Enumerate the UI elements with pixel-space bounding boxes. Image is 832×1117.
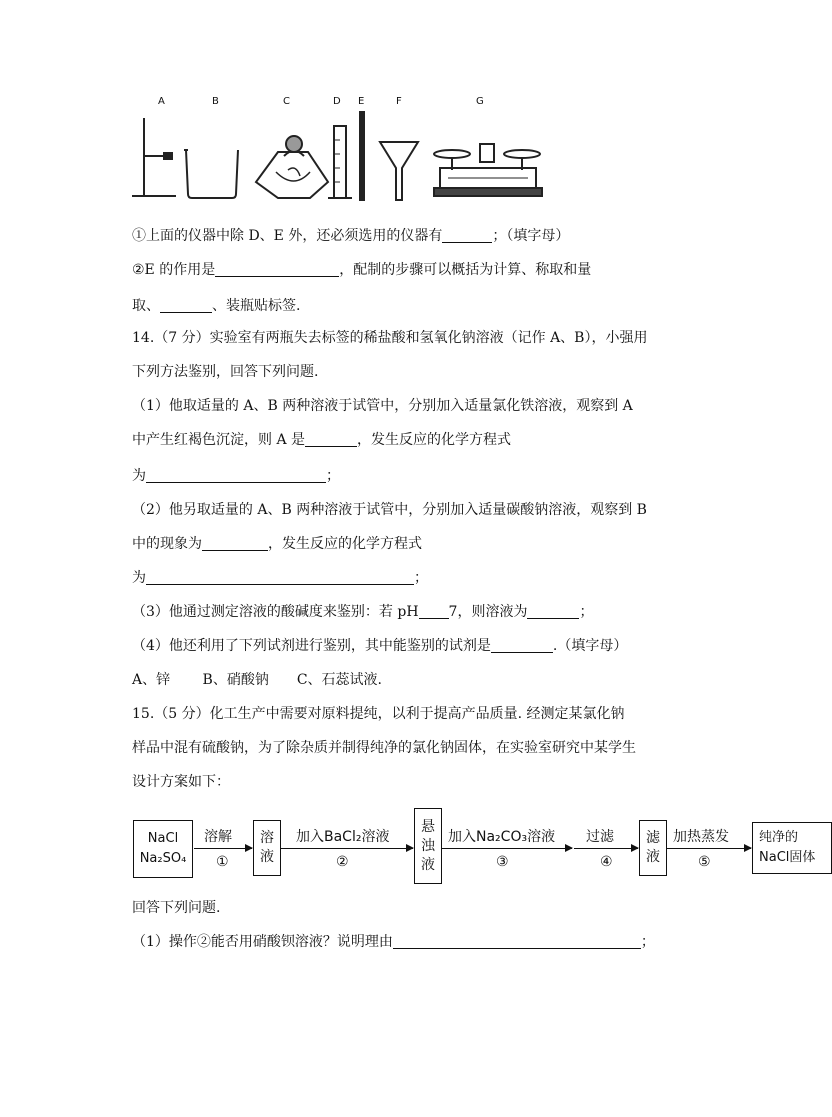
label-d: D — [333, 96, 341, 107]
q14-p2-line1: （2）他另取适量的 A、B 两种溶液于试管中，分别加入适量碳酸钠溶液，观察到 B — [132, 502, 647, 518]
q14-p2-line2: 中的现象为 ，发生反应的化学方程式 — [132, 536, 422, 552]
apparatus-figure — [128, 110, 568, 220]
process-flow-diagram — [128, 808, 816, 888]
funnel-icon — [380, 142, 418, 200]
q13-line3: 取、 、装瓶贴标签. — [132, 298, 301, 314]
step4-number: ④ — [600, 854, 613, 870]
glass-rod-icon — [360, 112, 364, 200]
step5-label: 加热蒸发 — [673, 829, 729, 845]
flow-box-suspension: 悬浊液 — [414, 808, 442, 884]
q15-intro1: 15.（5 分）化工生产中需要对原料提纯，以利于提高产品质量. 经测定某氯化钠 — [132, 706, 625, 722]
q14-intro1: 14.（7 分）实验室有两瓶失去标签的稀盐酸和氢氧化钠溶液（记作 A、B），小强用 — [132, 330, 648, 346]
label-a: A — [158, 96, 165, 107]
q13-line2: ②E 的作用是 ，配制的步骤可以概括为计算、称取和量 — [132, 262, 592, 278]
arrow-3 — [442, 848, 572, 849]
answer-blank[interactable] — [393, 933, 641, 949]
flow-box-sample: NaCl Na₂SO₄ — [133, 820, 193, 878]
step2-label: 加入BaCl₂溶液 — [296, 829, 390, 845]
arrow-1 — [194, 848, 252, 849]
label-b: B — [212, 96, 219, 107]
balance-icon — [434, 144, 542, 196]
q14-p1-line2: 中产生红褐色沉淀，则 A 是 ，发生反应的化学方程式 — [132, 432, 512, 448]
q14-intro2: 下列方法鉴别，回答下列问题. — [132, 364, 319, 380]
step3-label: 加入Na₂CO₃溶液 — [448, 829, 556, 845]
q15-intro2: 样品中混有硫酸钠，为了除杂质并制得纯净的氯化钠固体，在实验室研究中某学生 — [132, 740, 636, 756]
q14-p1-line3: 为 ； — [132, 468, 340, 484]
answer-blank[interactable] — [419, 603, 449, 619]
arrow-5 — [667, 848, 751, 849]
answer-blank[interactable] — [442, 227, 492, 243]
answer-blank[interactable] — [305, 431, 357, 447]
step2-number: ② — [336, 854, 349, 870]
graduated-cylinder-icon — [328, 126, 352, 198]
label-f: F — [396, 96, 402, 107]
answer-blank[interactable] — [491, 637, 553, 653]
label-g: G — [476, 96, 484, 107]
q15-p1: （1）操作②能否用硝酸钡溶液？说明理由 ； — [132, 934, 655, 950]
flow-box-filtrate: 滤液 — [639, 820, 667, 876]
flow-box-solution: 溶液 — [253, 820, 281, 876]
answer-blank[interactable] — [146, 569, 414, 585]
label-e: E — [358, 96, 365, 107]
step5-number: ⑤ — [698, 854, 711, 870]
q15-intro3: 设计方案如下： — [132, 774, 230, 790]
step4-label: 过滤 — [586, 829, 614, 845]
step1-label: 溶解 — [204, 829, 232, 845]
q14-p3: （3）他通过测定溶液的酸碱度来鉴别：若 pH 7，则溶液为 ； — [132, 604, 594, 620]
answer-blank[interactable] — [146, 467, 326, 483]
answer-blank[interactable] — [202, 535, 268, 551]
answer-blank[interactable] — [215, 261, 339, 277]
q14-p1-line1: （1）他取适量的 A、B 两种溶液于试管中，分别加入适量氯化铁溶液，观察到 A — [132, 398, 633, 414]
beaker-icon — [184, 150, 238, 198]
step1-number: ① — [216, 854, 229, 870]
arrow-2 — [281, 848, 413, 849]
q13-line1: ①上面的仪器中除 D、E 外，还必须选用的仪器有 ；（填字母） — [132, 228, 570, 244]
q14-p2-line3: 为 ； — [132, 570, 428, 586]
answer-blank[interactable] — [527, 603, 579, 619]
q15-ask: 回答下列问题. — [132, 900, 221, 916]
alcohol-lamp-icon — [256, 136, 328, 198]
label-c: C — [283, 96, 290, 107]
iron-stand-icon — [132, 118, 176, 196]
step3-number: ③ — [496, 854, 509, 870]
arrow-4 — [574, 848, 638, 849]
flow-box-product: 纯净的 NaCl固体 — [752, 822, 832, 874]
q14-p4: （4）他还利用了下列试剂进行鉴别，其中能鉴别的试剂是 .（填字母） — [132, 638, 628, 654]
answer-blank[interactable] — [160, 297, 212, 313]
q14-options: A、锌 B、硝酸钠 C、石蕊试液. — [132, 672, 383, 688]
